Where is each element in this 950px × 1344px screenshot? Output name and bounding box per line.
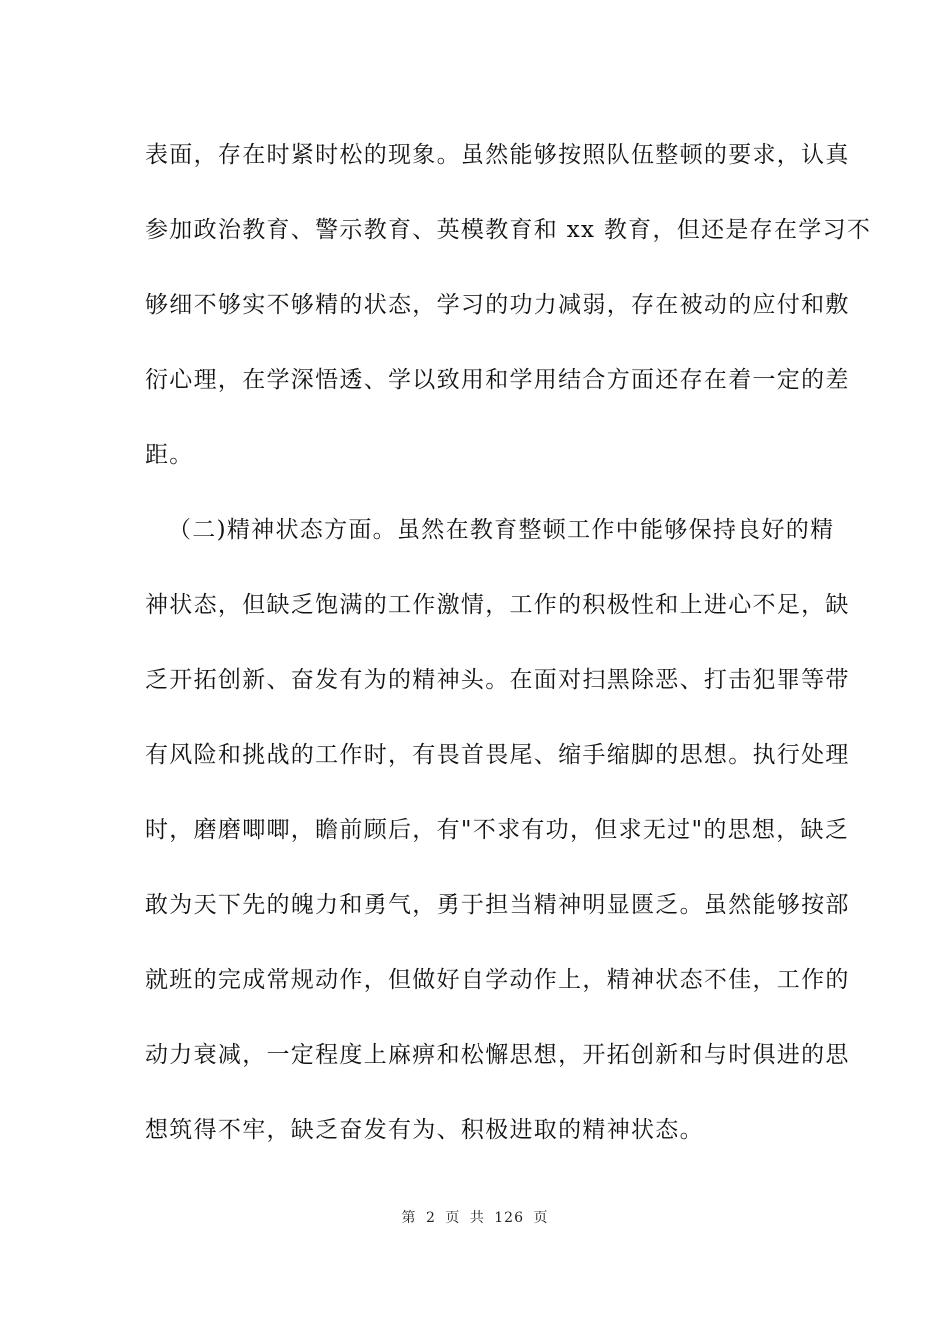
text-line-5: 距。 — [145, 442, 194, 468]
footer-page-word: 页 — [445, 1210, 461, 1226]
text-line-13: 动力衰减，一定程度上麻痹和松懈思想，开拓创新和与时俱进的思 — [145, 1042, 850, 1068]
text-line-14: 想筑得不牢，缺乏奋发有为、积极进取的精神状态。 — [145, 1117, 704, 1143]
text-line-10: 时，磨磨唧唧，瞻前顾后，有"不求有功，但求无过"的思想，缺乏 — [145, 817, 850, 843]
text-line-2: 参加政治教育、警示教育、英模教育和 xx 教育，但还是存在学习不 — [145, 217, 872, 243]
footer-total-word: 共 — [469, 1210, 485, 1226]
section-heading-line: （二)精神状态方面。虽然在教育整顿工作中能够保持良好的精 — [168, 517, 835, 543]
footer-current-page: 2 — [425, 1210, 436, 1226]
text-line-7: 神状态，但缺乏饱满的工作激情，工作的积极性和上进心不足，缺 — [145, 592, 850, 618]
text-line-4: 衍心理，在学深悟透、学以致用和学用结合方面还存在着一定的差 — [145, 367, 850, 393]
text-line-9: 有风险和挑战的工作时，有畏首畏尾、缩手缩脚的思想。执行处理 — [145, 742, 850, 768]
text-line-12: 就班的完成常规动作，但做好自学动作上，精神状态不佳，工作的 — [145, 967, 850, 993]
text-line-1: 表面，存在时紧时松的现象。虽然能够按照队伍整顿的要求，认真 — [145, 142, 850, 168]
footer-total-pages: 126 — [494, 1210, 524, 1226]
text-line-8: 乏开拓创新、奋发有为的精神头。在面对扫黑除恶、打击犯罪等带 — [145, 667, 850, 693]
page-footer — [0, 1208, 950, 1228]
footer-suffix: 页 — [533, 1210, 549, 1226]
text-line-11: 敢为天下先的魄力和勇气，勇于担当精神明显匮乏。虽然能够按部 — [145, 892, 850, 918]
text-line-3: 够细不够实不够精的状态，学习的功力减弱，存在被动的应付和敷 — [145, 292, 850, 318]
footer-prefix: 第 — [401, 1210, 417, 1226]
